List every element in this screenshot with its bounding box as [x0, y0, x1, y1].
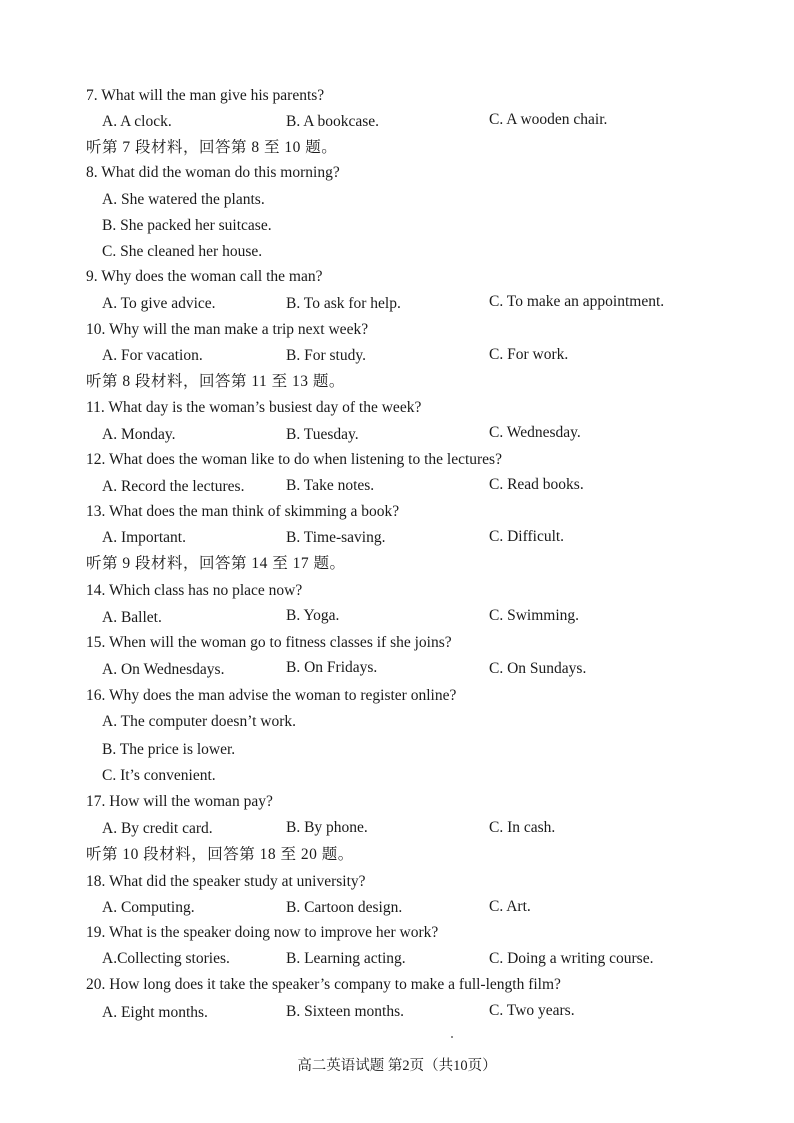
question-15: 15. When will the woman go to fitness classes if she joins? [86, 634, 452, 651]
question-10: 10. Why will the man make a trip next week? [86, 321, 369, 338]
question-9: 9. Why does the woman call the man? [86, 268, 323, 285]
q19-option-b: B. Learning acting. [286, 950, 406, 967]
q13-option-c: C. Difficult. [489, 528, 565, 545]
page-footer: 高二英语试题 第2页（共10页） [297, 1058, 497, 1074]
q11-option-c: C. Wednesday. [489, 424, 581, 441]
section-8-instruction: 听第 8 段材料，回答第 11 至 13 题。 [86, 373, 345, 390]
q10-option-a: A. For vacation. [102, 347, 203, 364]
question-17: 17. How will the woman pay? [86, 793, 273, 810]
q9-option-b: B. To ask for help. [286, 295, 401, 312]
q8-option-b: B. She packed her suitcase. [102, 217, 272, 234]
q12-option-c: C. Read books. [489, 476, 584, 493]
q14-option-b: B. Yoga. [286, 607, 340, 624]
question-13: 13. What does the man think of skimming a book? [86, 503, 400, 520]
question-14: 14. Which class has no place now? [86, 582, 303, 599]
q17-option-b: B. By phone. [286, 819, 368, 836]
q19-option-c: C. Doing a writing course. [489, 950, 654, 967]
q12-option-a: A. Record the lectures. [102, 478, 245, 495]
q15-option-b: B. On Fridays. [286, 659, 378, 676]
q20-option-c: C. Two years. [489, 1002, 575, 1019]
question-16: 16. Why does the man advise the woman to register online? [86, 687, 457, 704]
question-11: 11. What day is the woman’s busiest day of the week? [86, 399, 422, 416]
q14-option-c: C. Swimming. [489, 607, 580, 624]
q18-option-c: C. Art. [489, 898, 531, 915]
q9-option-c: C. To make an appointment. [489, 293, 665, 310]
section-9-instruction: 听第 9 段材料，回答第 14 至 17 题。 [86, 555, 346, 572]
q10-option-c: C. For work. [489, 346, 569, 363]
section-10-instruction: 听第 10 段材料，回答第 18 至 20 题。 [86, 846, 354, 863]
q20-option-a: A. Eight months. [102, 1004, 208, 1021]
q18-option-a: A. Computing. [102, 899, 195, 916]
q15-option-c: C. On Sundays. [489, 660, 587, 677]
question-18: 18. What did the speaker study at university? [86, 873, 366, 890]
q16-option-b: B. The price is lower. [102, 741, 236, 758]
q18-option-b: B. Cartoon design. [286, 899, 403, 916]
q8-option-c: C. She cleaned her house. [102, 243, 263, 260]
q7-option-c: C. A wooden chair. [489, 111, 608, 128]
q19-option-a: A.Collecting stories. [102, 950, 230, 967]
scan-speck [451, 1036, 453, 1038]
question-19: 19. What is the speaker doing now to improve her work? [86, 924, 439, 941]
q16-option-a: A. The computer doesn’t work. [102, 713, 296, 730]
section-7-instruction: 听第 7 段材料，回答第 8 至 10 题。 [86, 139, 338, 156]
q14-option-a: A. Ballet. [102, 609, 162, 626]
q13-option-b: B. Time-saving. [286, 529, 386, 546]
q7-option-a: A. A clock. [102, 113, 172, 130]
q17-option-c: C. In cash. [489, 819, 556, 836]
q10-option-b: B. For study. [286, 347, 366, 364]
q8-option-a: A. She watered the plants. [102, 191, 265, 208]
q11-option-b: B. Tuesday. [286, 426, 359, 443]
q20-option-b: B. Sixteen months. [286, 1003, 404, 1020]
q9-option-a: A. To give advice. [102, 295, 216, 312]
question-7: 7. What will the man give his parents? [86, 87, 325, 104]
question-12: 12. What does the woman like to do when listening to the lectures? [86, 451, 502, 468]
q13-option-a: A. Important. [102, 529, 186, 546]
question-20: 20. How long does it take the speaker’s company to make a full-length film? [86, 976, 561, 993]
q7-option-b: B. A bookcase. [286, 113, 379, 130]
q12-option-b: B. Take notes. [286, 477, 375, 494]
question-8: 8. What did the woman do this morning? [86, 164, 340, 181]
q11-option-a: A. Monday. [102, 426, 176, 443]
q17-option-a: A. By credit card. [102, 820, 213, 837]
q16-option-c: C. It’s convenient. [102, 767, 216, 784]
q15-option-a: A. On Wednesdays. [102, 661, 225, 678]
